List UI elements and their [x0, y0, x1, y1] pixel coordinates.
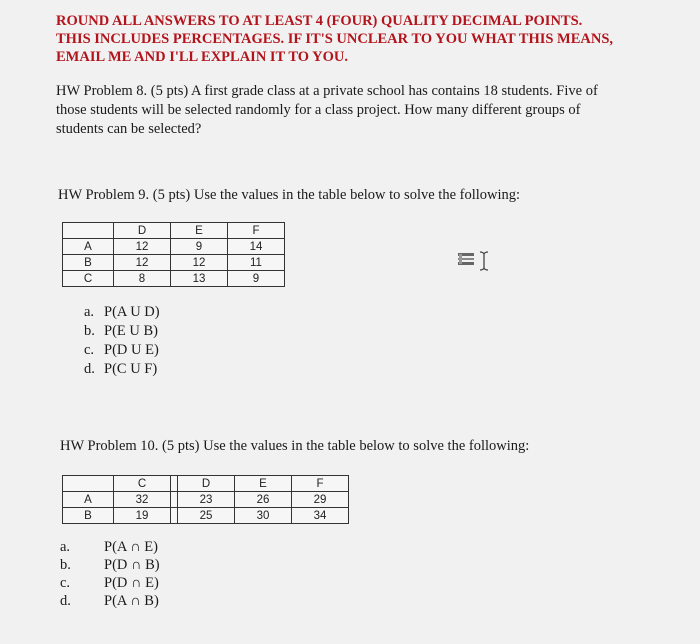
- problem-10-prompt: HW Problem 10. (5 pts) Use the values in the table below to solve the following:: [60, 438, 530, 454]
- item-letter: d.: [60, 593, 71, 609]
- table-cell: 12: [114, 255, 171, 271]
- problem-10-items: [60, 538, 160, 610]
- table-cell: [171, 492, 178, 508]
- list-item: [84, 303, 160, 322]
- problem-9-items: [84, 303, 160, 379]
- table-cell: 30: [235, 508, 292, 524]
- problem-8-line-2: those students will be selected randomly for a class project. How many different groups of: [56, 102, 581, 118]
- table-cell: [63, 223, 114, 239]
- table-row: [63, 508, 349, 524]
- table-cell: F: [292, 476, 349, 492]
- table-cell: 29: [292, 492, 349, 508]
- problem-10-table: [62, 475, 349, 524]
- list-item: [84, 341, 160, 360]
- item-letter: a.: [60, 539, 71, 555]
- table-cell: B: [63, 255, 114, 271]
- table-cell: D: [178, 476, 235, 492]
- table-row: [63, 255, 285, 271]
- table-cell: 9: [171, 239, 228, 255]
- rounding-notice: [56, 12, 656, 66]
- table-cell: E: [235, 476, 292, 492]
- table-cell: 25: [178, 508, 235, 524]
- item-text: P(E U B): [104, 323, 158, 339]
- notice-line-3: EMAIL ME AND I'LL EXPLAIN IT TO YOU.: [56, 49, 348, 65]
- item-letter: c.: [84, 342, 95, 358]
- table-cell: F: [228, 223, 285, 239]
- item-text: P(A U D): [104, 304, 160, 320]
- table-cell: A: [63, 239, 114, 255]
- list-item: [60, 556, 160, 574]
- table-cell: B: [63, 508, 114, 524]
- table-cell: 14: [228, 239, 285, 255]
- list-item: [60, 592, 160, 610]
- table-header-row: [63, 223, 285, 239]
- item-letter: b.: [84, 323, 95, 339]
- table-cell: 34: [292, 508, 349, 524]
- table-cell: D: [114, 223, 171, 239]
- table-cell: 19: [114, 508, 171, 524]
- notice-line-2: THIS INCLUDES PERCENTAGES. IF IT'S UNCLEAR TO YOU WHAT THIS MEANS,: [56, 31, 614, 47]
- table-cell: C: [114, 476, 171, 492]
- list-item: [60, 574, 160, 592]
- table-header-row: [63, 476, 349, 492]
- item-letter: a.: [84, 304, 95, 320]
- table-cell: [171, 476, 178, 492]
- item-letter: c.: [60, 575, 71, 591]
- table-cell: [171, 508, 178, 524]
- item-text: P(D ∩ B): [104, 557, 160, 573]
- item-text: P(C U F): [104, 361, 158, 377]
- item-text: P(D ∩ E): [104, 575, 159, 591]
- table-row: [63, 271, 285, 287]
- problem-9-table: [62, 222, 285, 287]
- item-letter: d.: [84, 361, 95, 377]
- table-cell: 12: [171, 255, 228, 271]
- table-cell: [63, 476, 114, 492]
- table-cell: A: [63, 492, 114, 508]
- table-row: [63, 492, 349, 508]
- table-cell: 9: [228, 271, 285, 287]
- problem-9-prompt: HW Problem 9. (5 pts) Use the values in the table below to solve the following:: [58, 187, 521, 203]
- table-row: [63, 239, 285, 255]
- text-cursor-icon: [456, 249, 496, 273]
- item-text: P(A ∩ E): [104, 539, 158, 555]
- table-cell: 12: [114, 239, 171, 255]
- table-cell: 8: [114, 271, 171, 287]
- item-letter: b.: [60, 557, 71, 573]
- problem-8: [56, 82, 656, 139]
- table-cell: C: [63, 271, 114, 287]
- problem-8-line-1: HW Problem 8. (5 pts) A first grade class at a private school has contains 18 students. Five of: [56, 83, 598, 99]
- notice-line-1: ROUND ALL ANSWERS TO AT LEAST 4 (FOUR) QUALITY DECIMAL POINTS.: [56, 13, 583, 29]
- table-cell: 32: [114, 492, 171, 508]
- list-item: [84, 360, 160, 379]
- table-cell: 11: [228, 255, 285, 271]
- table-cell: 23: [178, 492, 235, 508]
- item-text: P(D U E): [104, 342, 159, 358]
- list-item: [60, 538, 160, 556]
- problem-8-line-3: students can be selected?: [56, 121, 202, 137]
- table-cell: 26: [235, 492, 292, 508]
- table-cell: E: [171, 223, 228, 239]
- item-text: P(A ∩ B): [104, 593, 159, 609]
- table-cell: 13: [171, 271, 228, 287]
- list-item: [84, 322, 160, 341]
